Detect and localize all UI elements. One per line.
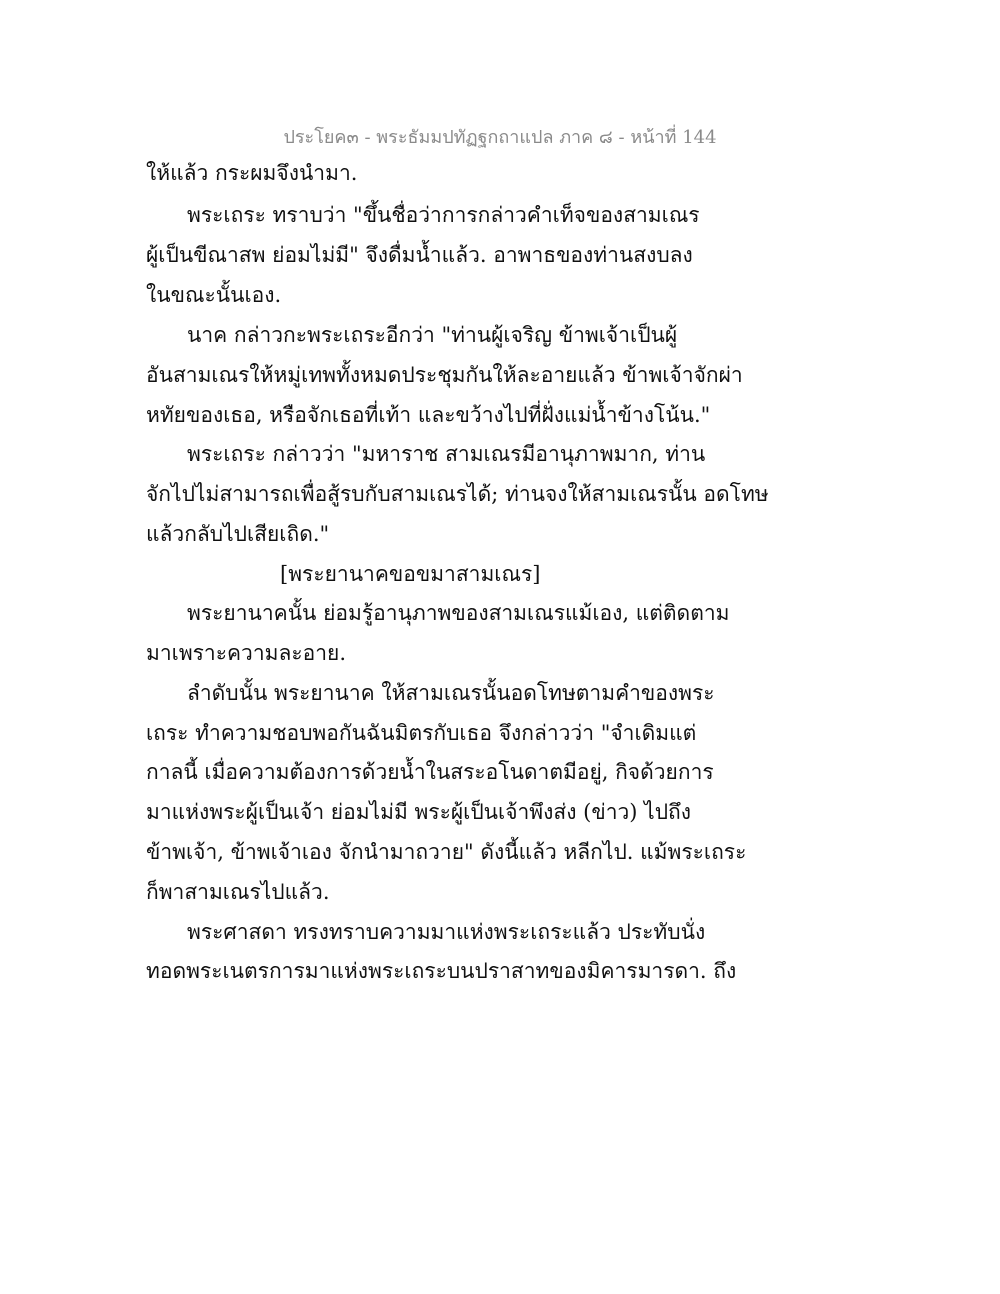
- text-line: พระเถระ กล่าวว่า "มหาราช สามเณรมีอานุภาพมาก, ท่าน: [187, 442, 706, 466]
- text-line: เถระ ทำความชอบพอกันฉันมิตรกับเธอ จึงกล่าวว่า "จำเดิมแต่: [146, 721, 697, 745]
- text-line: กาลนี้ เมื่อความต้องการด้วยน้ำในสระอโนดาตมีอยู่, กิจด้วยการ: [146, 760, 714, 784]
- section-heading: [พระยานาคขอขมาสามเณร]: [280, 562, 541, 586]
- text-line: ข้าพเจ้า, ข้าพเจ้าเอง จักนำมาถวาย" ดังนี้แล้ว หลีกไป. แม้พระเถระ: [146, 840, 747, 864]
- text-line: มาเพราะความละอาย.: [146, 641, 347, 665]
- text-line: หทัยของเธอ, หรือจักเธอที่เท้า และขว้างไปที่ฝั่งแม่น้ำข้างโน้น.": [146, 403, 711, 427]
- text-line: พระศาสดา ทรงทราบความมาแห่งพระเถระแล้ว ประทับนั่ง: [187, 920, 706, 944]
- text-line: แล้วกลับไปเสียเถิด.": [146, 522, 330, 546]
- text-line: ให้แล้ว กระผมจึงนำมา.: [146, 161, 358, 185]
- text-line: พระยานาคนั้น ย่อมรู้อานุภาพของสามเณรแม้เอง, แต่ติดตาม: [187, 601, 730, 625]
- text-line: ก็พาสามเณรไปแล้ว.: [146, 880, 330, 904]
- running-header: ประโยค๓ - พระธัมมปทัฏฐกถาแปล ภาค ๘ - หน้าที่ 144: [283, 127, 717, 148]
- text-line: มาแห่งพระผู้เป็นเจ้า ย่อมไม่มี พระผู้เป็นเจ้าพึงส่ง (ข่าว) ไปถึง: [146, 800, 692, 824]
- text-line: ในขณะนั้นเอง.: [146, 283, 282, 307]
- text-line: พระเถระ ทราบว่า "ขึ้นชื่อว่าการกล่าวคำเท็จของสามเณร: [187, 203, 700, 227]
- text-line: จักไปไม่สามารถเพื่อสู้รบกับสามเณรได้; ท่านจงให้สามเณรนั้น อดโทษ: [146, 482, 769, 506]
- text-line: นาค กล่าวกะพระเถระอีกว่า "ท่านผู้เจริญ ข้าพเจ้าเป็นผู้: [187, 323, 678, 347]
- text-line: อันสามเณรให้หมู่เทพทั้งหมดประชุมกันให้ละอายแล้ว ข้าพเจ้าจักผ่า: [146, 363, 743, 387]
- text-line: ทอดพระเนตรการมาแห่งพระเถระบนปราสาทของมิคารมารดา. ถึง: [146, 959, 737, 983]
- text-line: ลำดับนั้น พระยานาค ให้สามเณรนั้นอดโทษตามคำของพระ: [187, 681, 715, 705]
- text-line: ผู้เป็นขีณาสพ ย่อมไม่มี" จึงดื่มน้ำแล้ว. อาพาธของท่านสงบลง: [146, 243, 693, 267]
